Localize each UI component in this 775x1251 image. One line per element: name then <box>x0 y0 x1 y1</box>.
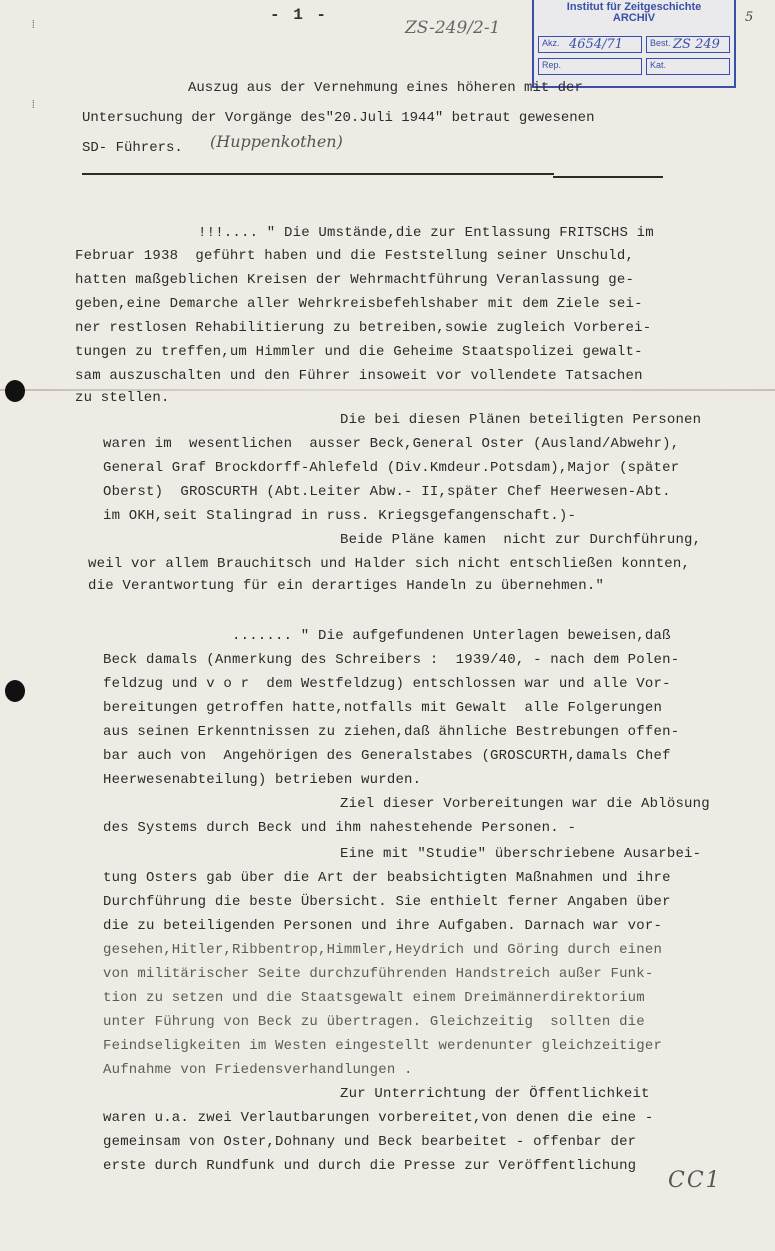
archive-ref-handwritten: ZS-249/2-1 <box>405 18 501 38</box>
title-rule <box>82 173 554 175</box>
text-line: Zur Unterrichtung der Öffentlichkeit <box>340 1086 650 1102</box>
stamp-best-label: Best. <box>650 38 671 48</box>
text-line: Durchführung die beste Übersicht. Sie enthielt ferner Angaben über <box>103 894 671 910</box>
text-line: bereitungen getroffen hatte,notfalls mit Gewalt alle Folgerungen <box>103 700 663 716</box>
stamp-institute: Institut für Zeitgeschichte <box>566 1 702 13</box>
corner-note: 5 <box>745 10 754 25</box>
text-line: Beide Pläne kamen nicht zur Durchführung, <box>340 532 702 548</box>
text-line: !!!.... " Die Umstände,die zur Entlassung FRITSCHS im <box>198 225 654 241</box>
text-line: weil vor allem Brauchitsch und Halder sich nicht entschließen konnten, <box>88 556 691 572</box>
text-line: Beck damals (Anmerkung des Schreibers : 1939/40, - nach dem Polen- <box>103 652 680 668</box>
text-line: Die bei diesen Plänen beteiligten Personen <box>340 412 702 428</box>
text-line: Eine mit "Studie" überschriebene Ausarbei- <box>340 846 702 862</box>
text-line: tungen zu treffen,um Himmler und die Geheime Staatspolizei gewalt- <box>75 344 643 360</box>
text-line: geben,eine Demarche aller Wehrkreisbefehlshaber mit dem Ziele sei- <box>75 296 643 312</box>
text-line: Februar 1938 geführt haben und die Feststellung seiner Unschuld, <box>75 248 635 264</box>
text-line: Ziel dieser Vorbereitungen war die Ablösung <box>340 796 710 812</box>
text-line: zu stellen. <box>75 390 170 406</box>
text-line: Aufnahme von Friedensverhandlungen . <box>103 1062 413 1078</box>
text-line: General Graf Brockdorff-Ahlefeld (Div.Kmdeur.Potsdam),Major (später <box>103 460 680 476</box>
text-line: unter Führung von Beck zu übertragen. Gleichzeitig sollten die <box>103 1014 645 1030</box>
text-line: tion zu setzen und die Staatsgewalt einem Dreimännerdirektorium <box>103 990 645 1006</box>
text-line: hatten maßgeblichen Kreisen der Wehrmachtführung Veranlassung ge- <box>75 272 635 288</box>
margin-mark: ⁞ <box>30 20 37 32</box>
text-line: feldzug und v o r dem Westfeldzug) entschlossen war und alle Vor- <box>103 676 671 692</box>
text-line: erste durch Rundfunk und durch die Presse zur Veröffentlichung <box>103 1158 637 1174</box>
text-line: tung Osters gab über die Art der beabsichtigten Maßnahmen und ihre <box>103 870 671 886</box>
stamp-akz-cell <box>538 36 642 53</box>
title-line-2: Untersuchung der Vorgänge des"20.Juli 1944" betraut gewesenen <box>82 110 595 126</box>
text-line: ....... " Die aufgefundenen Unterlagen beweisen,daß <box>232 628 671 644</box>
stamp-archive: ARCHIV <box>612 12 656 24</box>
stamp-rep-cell <box>538 58 642 75</box>
text-line: waren im wesentlichen ausser Beck,General Oster (Ausland/Abwehr), <box>103 436 680 452</box>
margin-mark: ⁞ <box>30 100 37 112</box>
text-line: die zu beteiligenden Personen und ihre Aufgaben. Darnach war vor- <box>103 918 663 934</box>
text-line: Feindseligkeiten im Westen eingestellt werdenunter gleichzeitiger <box>103 1038 663 1054</box>
text-line: gesehen,Hitler,Ribbentrop,Himmler,Heydrich und Göring durch einen <box>103 942 663 958</box>
text-line: Heerwesenabteilung) betrieben wurden. <box>103 772 422 788</box>
title-rule <box>553 176 663 178</box>
text-line: Oberst) GROSCURTH (Abt.Leiter Abw.- II,später Chef Heerwesen-Abt. <box>103 484 671 500</box>
title-line-1: Auszug aus der Vernehmung eines höheren mit der <box>188 80 583 96</box>
text-line: des Systems durch Beck und ihm nahestehende Personen. - <box>103 820 577 836</box>
handwritten-name: (Huppenkothen) <box>210 132 343 151</box>
punch-hole <box>5 380 25 402</box>
stamp-rep-label: Rep. <box>542 60 562 70</box>
title-line-3: SD- Führers. <box>82 140 183 156</box>
text-line: im OKH,seit Stalingrad in russ. Kriegsgefangenschaft.)- <box>103 508 577 524</box>
text-line: aus seinen Erkenntnissen zu ziehen,daß ähnliche Bestrebungen offen- <box>103 724 680 740</box>
stamp-akz-label: Akz. <box>542 38 560 48</box>
text-line: sam auszuschalten und den Führer insoweit vor vollendete Tatsachen <box>75 368 643 384</box>
stamp-kat-cell <box>646 58 730 75</box>
archive-stamp <box>532 0 736 88</box>
text-line: gemeinsam von Oster,Dohnany und Beck bearbeitet - offenbar der <box>103 1134 637 1150</box>
text-line: von militärischer Seite durchzuführenden Handstreich außer Funk- <box>103 966 654 982</box>
punch-hole <box>5 680 25 702</box>
text-line: waren u.a. zwei Verlautbarungen vorbereitet,von denen die eine - <box>103 1110 654 1126</box>
stamp-best-value: ZS 249 <box>673 37 720 52</box>
stamp-kat-label: Kat. <box>650 60 667 70</box>
stamp-best-cell <box>646 36 730 53</box>
stamp-akz-value: 4654/71 <box>569 37 624 52</box>
text-line: bar auch von Angehörigen des Generalstabes (GROSCURTH,damals Chef <box>103 748 671 764</box>
bottom-handwritten-mark: CC1 <box>668 1168 722 1193</box>
text-line: die Verantwortung für ein derartiges Handeln zu übernehmen." <box>88 578 605 594</box>
page-number: - 1 - <box>270 6 329 24</box>
text-line: ner restlosen Rehabilitierung zu betreiben,sowie zugleich Vorberei- <box>75 320 652 336</box>
